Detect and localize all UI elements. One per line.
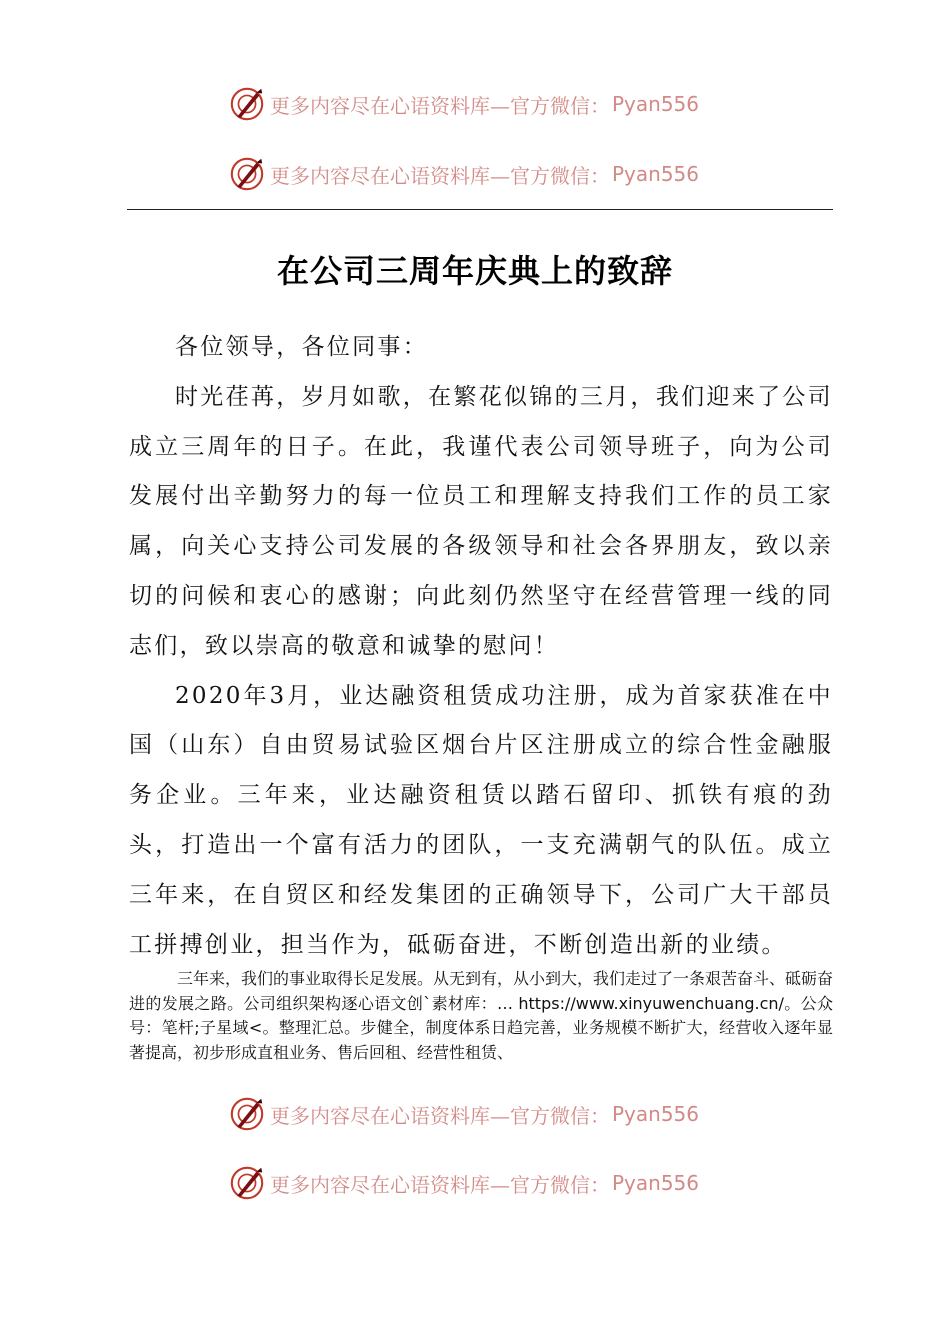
watermark-id: Pyan556 <box>612 92 700 116</box>
watermark-text: 更多内容尽在心语资料库—官方微信： <box>270 1103 610 1128</box>
watermark-banner <box>228 1163 748 1203</box>
watermark-text: 更多内容尽在心语资料库—官方微信： <box>270 1172 610 1197</box>
watermark-text: 更多内容尽在心语资料库—官方微信： <box>270 93 610 118</box>
document-body <box>129 323 833 970</box>
watermark-banner <box>228 154 748 194</box>
watermark-banner <box>228 84 748 124</box>
watermark-id: Pyan556 <box>612 162 700 186</box>
body-paragraph: 时光荏苒，岁月如歌，在繁花似锦的三月，我们迎来了公司成立三周年的日子。在此，我谨代表公司领导班子，向为公司发展付出辛勤努力的每一位员工和理解支持我们工作的员工家属，向关心支持公司发展的各级领导和社会各界朋友，致以亲切的问候和衷心的感谢；向此刻仍然坚守在经营管理一线的同志们，致以崇高的敬意和诚挚的慰问！ <box>129 383 833 659</box>
salutation: 各位领导，各位同事： <box>175 334 428 360</box>
watermark-id: Pyan556 <box>612 1102 700 1126</box>
small-print-section <box>129 967 833 1065</box>
watermark-text: 更多内容尽在心语资料库—官方微信： <box>270 163 610 188</box>
watermark-banner <box>228 1094 748 1134</box>
pen-logo-icon <box>228 1095 266 1133</box>
pen-logo-icon <box>228 155 266 193</box>
small-paragraph: 三年来，我们的事业取得长足发展。从无到有，从小到大，我们走过了一条艰苦奋斗、砥砺奋进的发展之路。公司组织架构逐心语文创`素材库：… https://www.xinyuwenchuang.cn/。公众号：笔杆;子星域<。整理汇总。步健全，制度体系日趋完善，业务规模不断扩大，经营收入逐年显著提高，初步形成直租业务、售后回租、经营性租赁、 <box>129 969 834 1062</box>
watermark-id: Pyan556 <box>612 1171 700 1195</box>
body-paragraph: 2020年3月，业达融资租赁成功注册，成为首家获准在中国（山东）自由贸易试验区烟台片区注册成立的综合性金融服务企业。三年来，业达融资租赁以踏石留印、抓铁有痕的劲头，打造出一个富有活力的团队，一支充满朝气的队伍。成立三年来，在自贸区和经发集团的正确领导下，公司广大干部员工拼搏创业，担当作为，砥砺奋进，不断创造出新的业绩。 <box>129 682 833 958</box>
pen-logo-icon <box>228 1164 266 1202</box>
document-title: 在公司三周年庆典上的致辞 <box>276 252 673 290</box>
header-divider <box>127 209 833 210</box>
pen-logo-icon <box>228 85 266 123</box>
